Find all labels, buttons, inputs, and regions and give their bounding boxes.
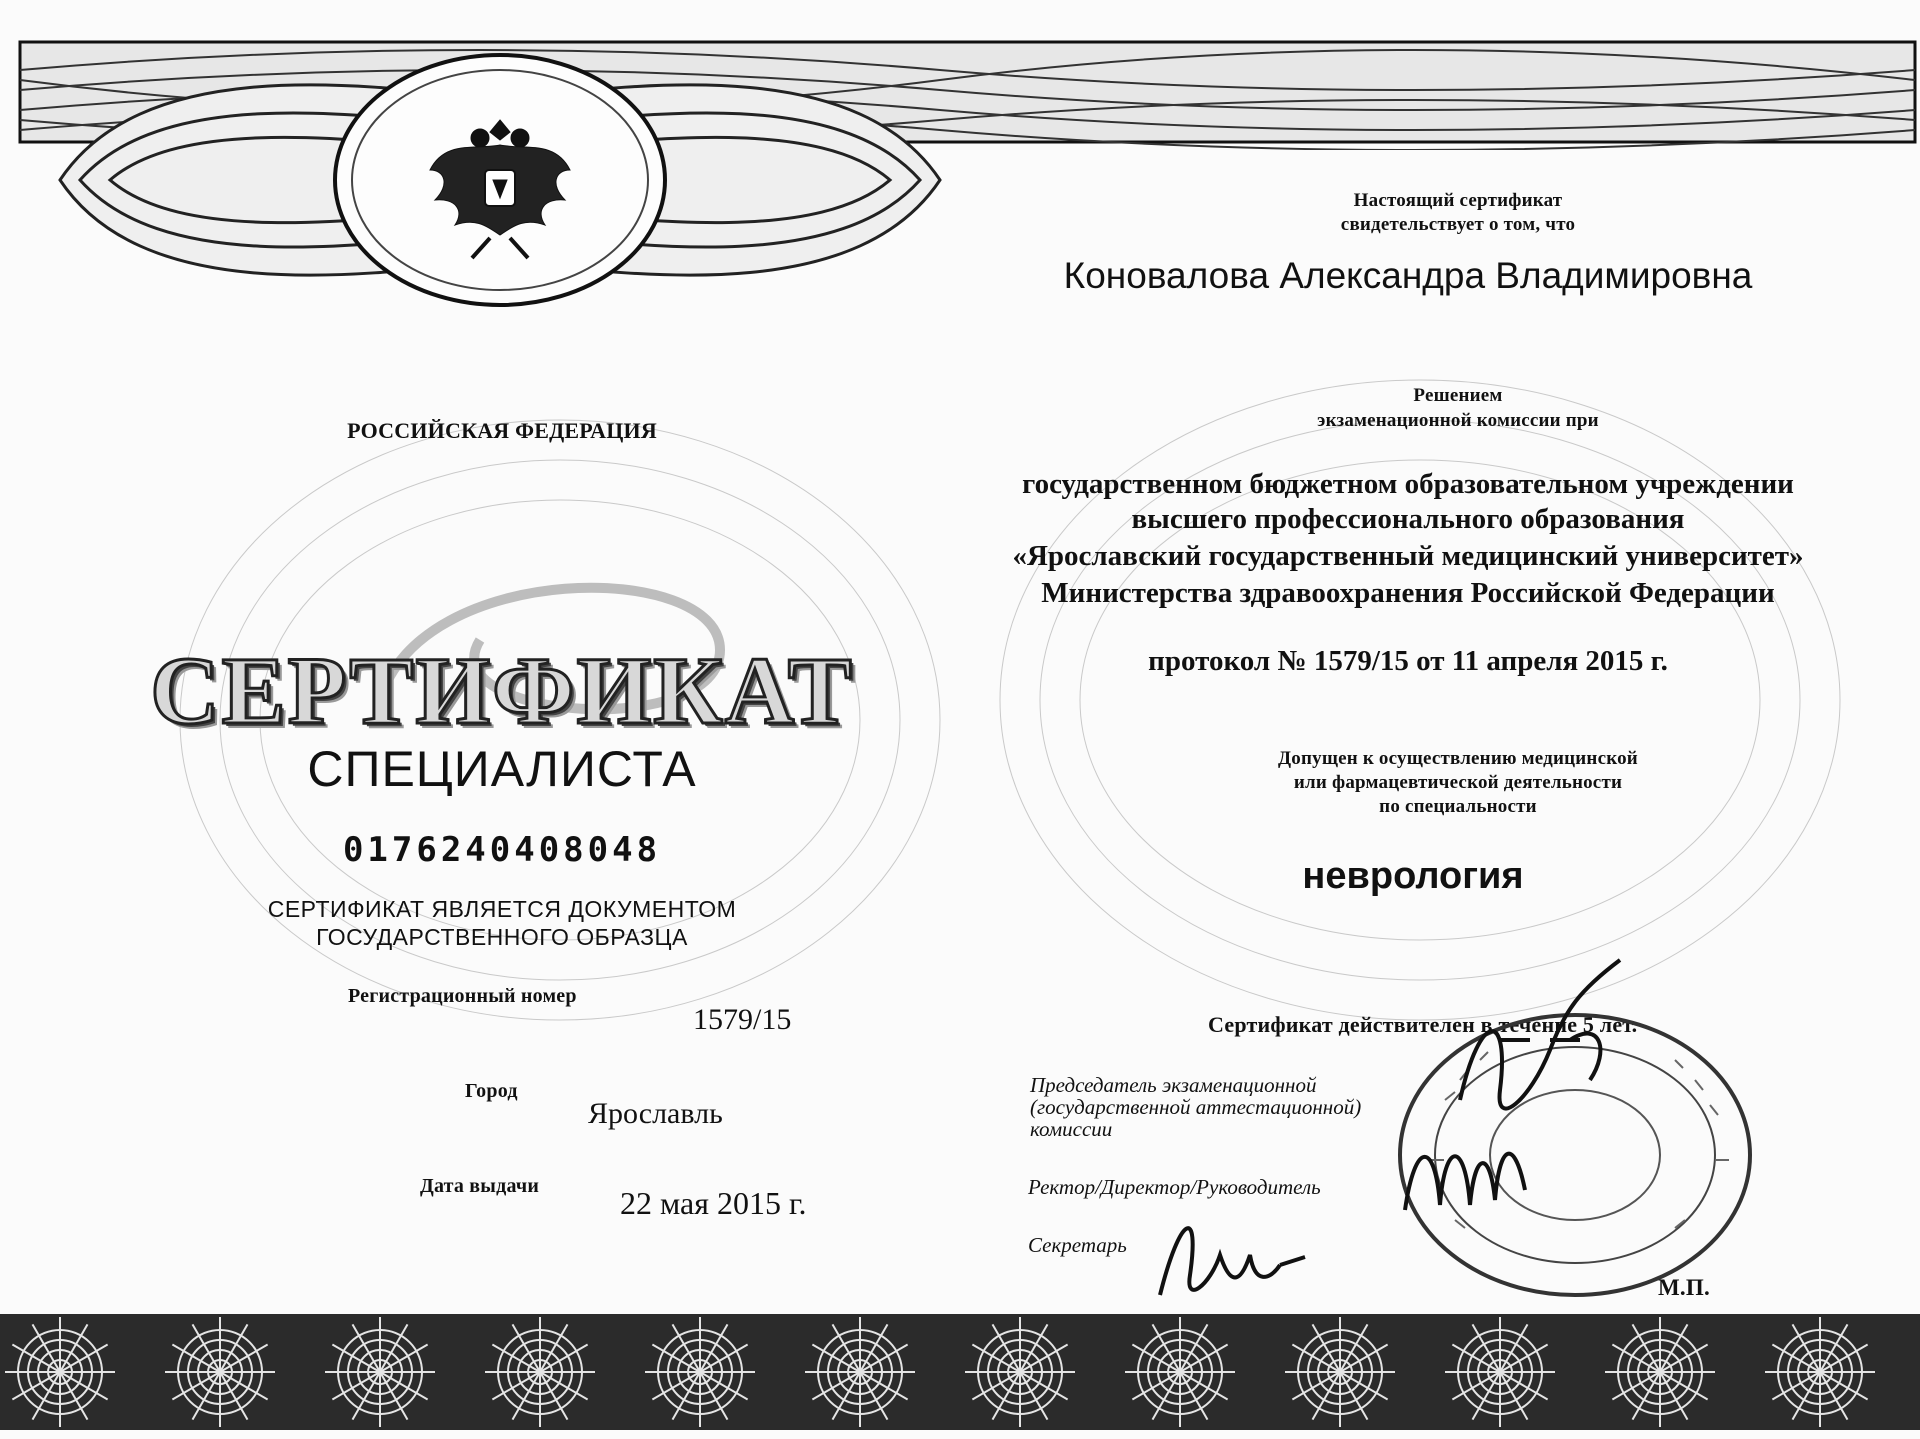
rector-signature-icon (1395, 1110, 1545, 1230)
validity-text: Сертификат действителен в течение 5 лет. (1208, 1012, 1638, 1037)
country-name: РОССИЙСКАЯ ФЕДЕРАЦИЯ (347, 418, 657, 443)
admitted-line1: Допущен к осуществлению медицинской (1278, 748, 1638, 769)
org-line2: высшего профессионального образования (1131, 503, 1685, 535)
city-value: Ярославль (588, 1097, 723, 1130)
specialty: неврология (1302, 855, 1524, 897)
chairman-line3: комиссии (1030, 1117, 1113, 1141)
intro-line1: Настоящий сертификат (1353, 190, 1563, 211)
issue-date-label: Дата выдачи (420, 1175, 540, 1197)
bottom-ornamental-border (0, 1310, 1920, 1435)
decision-line1: Решением (1413, 385, 1503, 406)
org-line1: государственном бюджетном образовательном учреждении (1022, 468, 1794, 500)
admitted-line2: или фармацевтической деятельности (1293, 772, 1623, 793)
reg-number-label: Регистрационный номер (348, 985, 577, 1007)
decision-line2: экзаменационной комиссии при (1317, 410, 1599, 431)
org-line3: «Ярославский государственный медицинский университет» (1012, 540, 1804, 572)
certificate-title: СЕРТИФИКАТ (150, 637, 854, 744)
protocol: протокол № 1579/15 от 11 апреля 2015 г. (1148, 645, 1668, 677)
stamp-place-label: М.П. (1658, 1275, 1710, 1300)
coat-of-arms-icon (415, 100, 585, 270)
reg-number-value: 1579/15 (693, 1003, 792, 1036)
chairman-line2: (государственной аттестационной) (1030, 1095, 1362, 1119)
city-label: Город (465, 1080, 518, 1102)
chairman-line1: Председатель экзаменационной (1030, 1073, 1317, 1097)
secretary-signature-icon (1140, 1195, 1310, 1315)
serial-number: 0176240408048 (342, 830, 662, 870)
secretary-label: Секретарь (1028, 1233, 1127, 1257)
org-line4: Министерства здравоохранения Российской Федерации (1041, 577, 1775, 609)
intro-line2: свидетельствует о том, что (1340, 214, 1576, 235)
rector-label: Ректор/Директор/Руководитель (1028, 1175, 1321, 1199)
gov-note-line1: СЕРТИФИКАТ ЯВЛЯЕТСЯ ДОКУМЕНТОМ (267, 896, 737, 922)
issue-date-value: 22 мая 2015 г. (620, 1185, 807, 1221)
holder-name: Коновалова Александра Владимировна (1063, 255, 1753, 296)
gov-note-line2: ГОСУДАРСТВЕННОГО ОБРАЗЦА (316, 924, 688, 950)
certificate-subtitle: СПЕЦИАЛИСТА (307, 741, 697, 797)
admitted-line3: по специальности (1379, 796, 1537, 817)
